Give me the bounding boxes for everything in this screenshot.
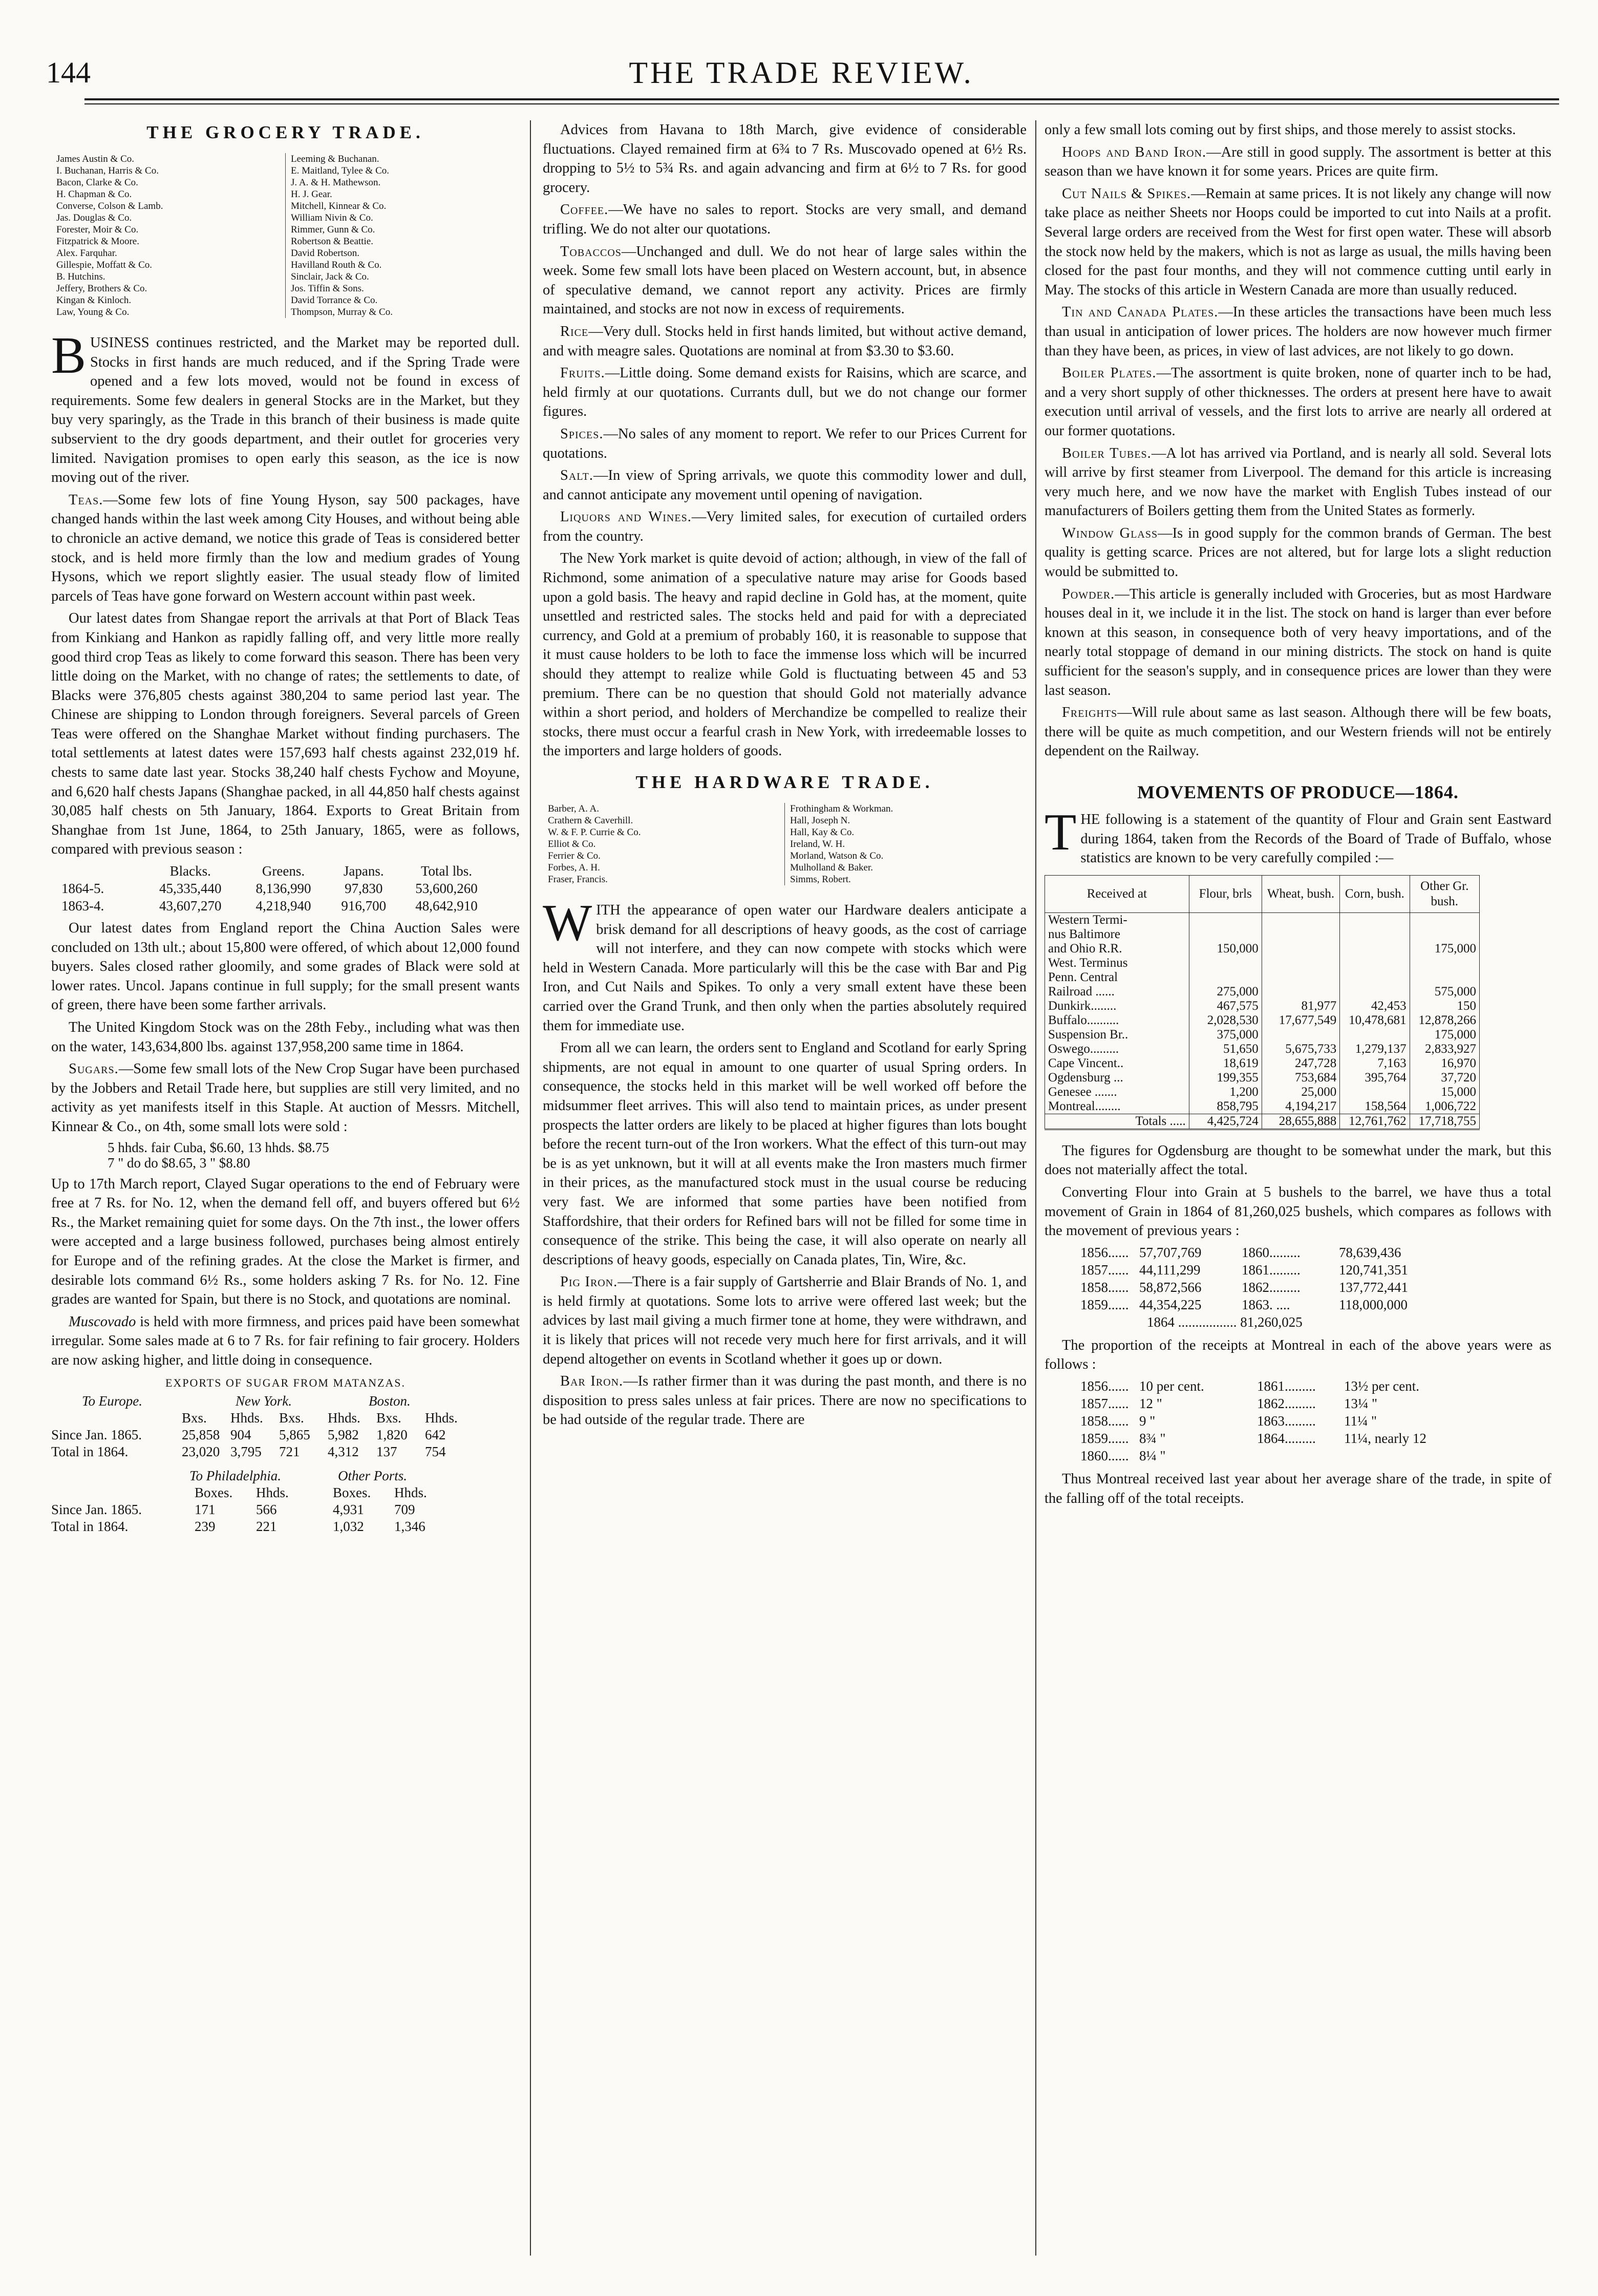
tobaccos-paragraph: Tobaccos—Unchanged and dull. We do not hear of large sales within the week. Some few small lots have been placed on Western account, but, in absence of speculative demand, we cannot report any activity. Prices are firmly maintained, and stocks are not now in excess of requirements. xyxy=(543,243,1027,317)
shanghae-paragraph: Our latest dates from Shangae report the arrivals at that Port of Black Teas from Kinkiang and Hankon as rapidly falling off, and very little more really good third crop Teas as likely to come forward this season. There has been very little doing on the Market, with no change of rates; the settlements to date, of Blacks were 376,805 chests against 380,204 to same period last year. The Chinese are shipping to London through foreigners. Several parcels of Green Teas were offered on the Shanghae Market without finding purchasers. The total settlements at latest dates were 157,693 half chests against 232,019 hf. chests to same date last year. Stocks 38,240 half chests Fychow and Moyune, and 6,620 half chests Japans (Shanghae packed, in all 44,850 half chests against 30,085 half chests on 5th January, 1864. Exports to Great Britain from Shanghae from 1st June, 1864, to 25th January, 1865, were as follows, compared with previous season : xyxy=(51,610,520,858)
grocery-firms-left xyxy=(51,153,285,318)
firm-name: David Robertson. xyxy=(291,248,360,259)
list-item: 1860...... 8¼ " xyxy=(1080,1448,1166,1463)
firm-name: James Austin & Co. xyxy=(56,154,135,164)
drop-cap: T xyxy=(1045,803,1077,861)
firm-name: Havilland Routh & Co. xyxy=(291,260,382,270)
hardware-trade-heading: THE HARDWARE TRADE. xyxy=(635,772,934,792)
hardware-firms-right xyxy=(784,803,1027,885)
table-row: 1863-4. 43,607,270 4,218,940 916,700 48,642,910 xyxy=(61,898,478,914)
rice-paragraph: Rice—Very dull. Stocks held in first hands limited, but without active demand, and with meagre sales. Quotations are nominal at from $3.30 to $3.60. xyxy=(543,323,1027,359)
firm-name: Ferrier & Co. xyxy=(548,851,601,861)
tea-exports-table xyxy=(61,862,520,915)
firm-name: Forester, Moir & Co. xyxy=(56,224,139,235)
firm-name: Kingan & Kinloch. xyxy=(56,295,132,306)
firm-name: Simms, Robert. xyxy=(790,874,851,885)
hoops-paragraph: Hoops and Band Iron.—Are still in good supply. The assortment is better at this season than we have known it for some years. Prices are quite firm. xyxy=(1045,144,1551,180)
firm-name: Morland, Watson & Co. xyxy=(790,851,884,861)
list-item: 1858...... 58,872,566 1862......... 137,772,441 xyxy=(1080,1279,1408,1295)
conversion-paragraph: Converting Flour into Grain at 5 bushels to the barrel, we have thus a total movement of Grain in 1864 of 81,260,025 bushels, which compares as follows with the movement of previous years : xyxy=(1045,1184,1551,1239)
table-row: Railroad ...... 275,000 575,000 xyxy=(1045,985,1480,999)
tea-table-header: Blacks. Greens. Japans. Total lbs. xyxy=(169,863,473,879)
totals-row: Totals ..... 4,425,724 28,655,888 12,761,762 17,718,755 xyxy=(1045,1114,1480,1129)
firm-name: Fraser, Francis. xyxy=(548,874,608,885)
firm-name: H. J. Gear. xyxy=(291,189,332,200)
sugar-exports-table-1: To Europe. New York. Boston. Bxs. Hhds. Bxs. Hhds. Bxs. Hhds. Since Jan. 1865. 25,858 904 5,865 5,982 1,820 642 Total in 1864. 23,020 3,795 721 4,312 137 754 xyxy=(51,1393,520,1460)
column-2 xyxy=(543,120,1027,1433)
montreal-proportion-list xyxy=(1080,1377,1551,1464)
list-item: 1856...... 57,707,769 1860......... 78,639,436 xyxy=(1080,1244,1401,1260)
page-title: THE TRADE REVIEW. xyxy=(629,56,974,90)
firm-name: Sinclair, Jack & Co. xyxy=(291,271,369,282)
cut-nails-paragraph: Cut Nails & Spikes.—Remain at same prices. It is not likely any change will now take place as neither Sheets nor Hoops could be imported to cut into Nails at a profit. Several large orders are received from the West for first open water. These will absorb the stock now held by the makers, which is not as large as usual, the mills having been closed for the past four months, and they will not commence cutting until early in May. The stocks of this article in Western Canada are more than usually reduced. xyxy=(1045,185,1551,298)
header-rule-thin xyxy=(84,103,1559,104)
table-row: Montreal........ 858,795 4,194,217 158,564 1,006,722 xyxy=(1045,1099,1480,1114)
montreal-summary-paragraph: Thus Montreal received last year about her average share of the trade, in spite of the falling off of the total receipts. xyxy=(1045,1471,1551,1506)
table-row: Suspension Br.. 375,000 175,000 xyxy=(1045,1028,1480,1042)
firm-name: H. Chapman & Co. xyxy=(56,189,132,200)
firm-name: Leeming & Buchanan. xyxy=(291,154,379,164)
table-row: Penn. Central xyxy=(1045,970,1480,985)
firm-name: J. A. & H. Mathewson. xyxy=(291,177,381,188)
ogdensburg-paragraph: The figures for Ogdensburg are thought to be somewhat under the mark, but this does not materially affect the total. xyxy=(1045,1142,1551,1178)
firm-name: W. & F. P. Currie & Co. xyxy=(548,827,641,838)
page-number: 144 xyxy=(46,56,91,89)
produce-movements-table xyxy=(1045,875,1480,1130)
list-item: 5 hhds. fair Cuba, $6.60, 13 hhds. $8.75 xyxy=(108,1139,329,1155)
firm-name: I. Buchanan, Harris & Co. xyxy=(56,165,159,176)
firm-name: Forbes, A. H. xyxy=(548,862,600,873)
firm-name: Jos. Tiffin & Sons. xyxy=(291,283,364,294)
list-item: 1859...... 8¾ " 1864......... 11¼, nearly 12 xyxy=(1080,1430,1426,1446)
list-item: 1857...... 44,111,299 1861......... 120,741,351 xyxy=(1080,1262,1408,1278)
liquors-paragraph: Liquors and Wines.—Very limited sales, for execution of curtailed orders from the country. xyxy=(543,509,1027,544)
list-item: 1858...... 9 " 1863......... 11¼ " xyxy=(1080,1413,1377,1429)
table-row: Dunkirk........ 467,575 81,977 42,453 150 xyxy=(1045,999,1480,1013)
table-row: Total in 1864. 23,020 3,795 721 4,312 137 754 xyxy=(51,1443,446,1459)
drop-cap: W xyxy=(543,894,592,952)
sugar-exports-heading: EXPORTS OF SUGAR FROM MATANZAS. xyxy=(165,1376,406,1389)
firm-name: Mulholland & Baker. xyxy=(790,862,873,873)
window-glass-paragraph: Window Glass—Is in good supply for the common brands of German. The best quality is getting scarce. Prices are not altered, but for large lots a slight reduction would be submitted to. xyxy=(1045,525,1551,580)
tin-plates-paragraph: Tin and Canada Plates.—In these articles the transactions have been much less than usual in anticipation of lower prices. The holders are now however much firmer than they have been, as prices, in view of last advices, are not likely to go down. xyxy=(1045,304,1551,359)
firm-name: William Nivin & Co. xyxy=(291,212,373,223)
table-row: Oswego......... 51,650 5,675,733 1,279,137 2,833,927 xyxy=(1045,1042,1480,1056)
drop-cap: B xyxy=(51,327,87,385)
firm-name: Fitzpatrick & Moore. xyxy=(56,236,139,247)
boiler-tubes-paragraph: Boiler Tubes.—A lot has arrived via Portland, and is nearly all sold. Several lots will arrive by first steamer from Liverpool. The demand for this article is increasing very much here, and we now have the market with English Tubes instead of our manufacturers of Boilers getting them from the United States as formerly. xyxy=(1045,445,1552,519)
march-report-paragraph: Up to 17th March report, Clayed Sugar operations to the end of February were free at 7 Rs. for No. 12, when the demand fell off, and buyers offered but 6½ Rs., the Market remaining quiet for some days. On the 7th inst., the lower offers were accepted and a large business followed, purchases being almost entirely for Europe and of the refining grades. At the close the Market is firmer, and desirable lots command 6½ Rs., some holders asking 7 Rs. for No. 12. Fine grades are wanted for Spain, but there is no Stock, and quotations are nominal. xyxy=(51,1176,520,1308)
hardware-firms-list xyxy=(543,803,1027,885)
list-item: 1856...... 10 per cent. 1861......... 13½ per cent. xyxy=(1080,1378,1419,1394)
teas-paragraph: Teas.—Some few lots of fine Young Hyson, say 500 packages, have changed hands within the last week among City Houses, and without being able to chronicle an active demand, we notice this grade of Teas is considered better stock, and is held more firmly than the low and medium grades of Young Hysons, which we report slightly easier. The usual steady flow of limited parcels of Teas have gone forward on Western account within past week. xyxy=(51,492,520,604)
hardware-intro-paragraph: WITH the appearance of open water our Hardware dealers anticipate a brisk demand for all descriptions of heavy goods, as the cost of carriage will not interfere, and they can now compete with stocks which were held in Western Canada. More particularly will this be the case with Bar and Pig Iron, and Cut Nails and Spikes. To only a very small extent have these been carried over the Grand Trunk, and then only when the parties absolutely required them for immediate use. xyxy=(543,894,1027,1034)
column-3 xyxy=(1045,120,1551,1511)
firm-name: Converse, Colson & Lamb. xyxy=(56,201,163,211)
sugar-sales-list xyxy=(108,1140,520,1171)
column-divider-2 xyxy=(1035,120,1036,2256)
page-header xyxy=(46,55,1557,91)
grain-by-year-list xyxy=(1080,1244,1551,1331)
muscovado-paragraph: Muscovado is held with more firmness, and prices paid have been somewhat irregular. Some sales made at 6 to 7 Rs. for fair refining to fair grocery. Holders are now asking higher, and little doing in consequence. xyxy=(51,1313,520,1368)
firm-name: Alex. Farquhar. xyxy=(56,248,117,259)
table-row: Since Jan. 1865. 25,858 904 5,865 5,982 1,820 642 xyxy=(51,1427,446,1442)
hardware-orders-paragraph: From all we can learn, the orders sent to England and Scotland for early Spring shipments, are not equal in amount to one quarter of usual Spring orders. In consequence, the stocks held in this market will be well worked off before the midsummer fleet arrives. This will also tend to maintain prices, as under present prospects the latter orders are likely to be placed at higher figures than lots bought before the recent turn-out of the Iron workers. What the effect of this turn-out may be is as yet unknown, but it will at all events make the Iron masters much firmer in their prices, as the manufactured stock must in the usual course be reducing very fast. We are informed that some parties have been notified from Staffordshire, that their orders for Refined bars will not be filled for some time in consequence of the strike. This being the case, it will also operate on nearly all descriptions of heavy goods, especially on Canada plates, Tin, Wire, &c. xyxy=(543,1040,1027,1268)
firm-name: Law, Young & Co. xyxy=(56,307,130,317)
spices-paragraph: Spices.—No sales of any moment to report. We refer to our Prices Current for quotations. xyxy=(543,426,1027,461)
grocery-trade-heading: THE GROCERY TRADE. xyxy=(146,122,424,142)
firm-name: Barber, A. A. xyxy=(548,803,600,814)
hardware-firms-left xyxy=(543,803,784,885)
list-item: 7 " do do $8.65, 3 " $8.80 xyxy=(108,1155,250,1171)
bar-iron-paragraph: Bar Iron.—Is rather firmer than it was during the past month, and there is no disposition to press sales unless at fair prices. There are now no specifications to be had outside of the regular trade. There are xyxy=(543,1373,1027,1428)
list-item: 1857...... 12 " 1862......... 13¼ " xyxy=(1080,1395,1378,1411)
montreal-proportion-paragraph: The proportion of the receipts at Montreal in each of the above years were as follows : xyxy=(1045,1337,1551,1373)
fruits-paragraph: Fruits.—Little doing. Some demand exists for Raisins, which are scarce, and held firmly at our quotations. Currants dull, but we do not change our former figures. xyxy=(543,365,1027,420)
table-row: nus Baltimore xyxy=(1045,927,1480,942)
auction-paragraph: Our latest dates from England report the China Auction Sales were concluded on 13th ult.; about 15,800 were offered, of which about 12,000 found buyers. Sales closed rather gloomily, and some grades of Black were sold at lower rates. Uncol. Japans continue in full supply; for the small present wants of green, there have been some farther arrivals. xyxy=(51,920,520,1013)
firm-name: Bacon, Clarke & Co. xyxy=(56,177,138,188)
table-header-row: Received at Flour, brls Wheat, bush. Corn, bush. Other Gr. bush. xyxy=(1045,875,1480,912)
firm-name: David Torrance & Co. xyxy=(291,295,378,306)
firm-name: Thompson, Murray & Co. xyxy=(291,307,393,317)
sugar-exports-table-2: To Philadelphia. Other Ports. Boxes. Hhds. Boxes. Hhds. Since Jan. 1865. 171 566 4,931 709 Total in 1864. 239 221 1,032 1,346 xyxy=(51,1468,520,1535)
list-item: 1859...... 44,354,225 1863. .... 118,000,000 xyxy=(1080,1296,1408,1312)
firm-name: E. Maitland, Tylee & Co. xyxy=(291,165,389,176)
movements-intro-paragraph: THE following is a statement of the quantity of Flour and Grain sent Eastward during 1864, taken from the Records of the Board of Trade of Buffalo, whose statistics are known to be very carefully compiled :— xyxy=(1045,803,1551,866)
grocery-intro-paragraph: BUSINESS continues restricted, and the Market may be reported dull. Stocks in first hands are much reduced, and if the Spring Trade were opened and a few lots moved, would not be found in excess of requirements. Some few dealers in general Stocks are in the Market, but they buy very sparingly, as the Trade in this branch of their business is made quite subservient to the dry goods department, and their outlet for groceries very limited. Navigation promises to open early this season, as the ice is now moving out of the river. xyxy=(51,327,520,486)
bar-iron-continued: only a few small lots coming out by first ships, and those merely to assist stocks. xyxy=(1045,122,1516,138)
table-row: Western Termi- xyxy=(1045,912,1480,927)
firm-name: Robertson & Beattie. xyxy=(291,236,373,247)
table-row: Total in 1864. 239 221 1,032 1,346 xyxy=(51,1518,425,1534)
firm-name: Mitchell, Kinnear & Co. xyxy=(291,201,387,211)
firm-name: Jas. Douglas & Co. xyxy=(56,212,132,223)
firm-name: Rimmer, Gunn & Co. xyxy=(291,224,375,235)
coffee-paragraph: Coffee.—We have no sales to report. Stocks are very small, and demand trifling. We do not alter our quotations. xyxy=(543,202,1027,237)
table-row: Ogdensburg ... 199,355 753,684 395,764 37,720 xyxy=(1045,1071,1480,1085)
firm-name: Ireland, W. H. xyxy=(790,839,845,849)
sugars-paragraph: Sugars.—Some few small lots of the New Crop Sugar have been purchased by the Jobbers and Retail Trade here, but supplies are still very limited, and no activity as yet manifests itself in this Staple. At auction of Messrs. Mitchell, Kinnear & Co., on 4th, some small lots were sold : xyxy=(51,1061,520,1135)
table-row: and Ohio R.R. 150,000 175,000 xyxy=(1045,942,1480,956)
table-row: West. Terminus xyxy=(1045,956,1480,970)
firm-name: B. Hutchins. xyxy=(56,271,105,282)
header-rule-thick xyxy=(84,98,1559,100)
column-1 xyxy=(51,120,520,1535)
boiler-plates-paragraph: Boiler Plates.—The assortment is quite broken, none of quarter inch to be had, and a very short supply of other thicknesses. The orders at present here have to await execution until arrival of vessels, and the first lots to arrive are nearly all ordered at our former quotations. xyxy=(1045,365,1551,439)
column-divider-1 xyxy=(530,120,531,2256)
list-item: 1864 ................. 81,260,025 xyxy=(1147,1314,1303,1330)
powder-paragraph: Powder.—This article is generally included with Groceries, but as most Hardware houses deal in it, we include it in the list. The stock on hand is larger than ever before known at this season, in consequence both of very heavy importations, and of the nearly total stoppage of demand in our mining districts. The stock on hand is quite sufficient for the season's supply, and in consequence prices are lower than they were last season. xyxy=(1045,586,1551,698)
grocery-firms-list xyxy=(51,153,520,318)
firm-name: Crathern & Caverhill. xyxy=(548,815,633,826)
movements-heading: MOVEMENTS OF PRODUCE—1864. xyxy=(1137,782,1459,802)
table-row: 1864-5. 45,335,440 8,136,990 97,830 53,600,260 xyxy=(61,881,478,897)
firm-name: Frothingham & Workman. xyxy=(790,803,893,814)
grocery-firms-right xyxy=(285,153,520,318)
firm-name: Hall, Kay & Co. xyxy=(790,827,855,838)
pig-iron-paragraph: Pig Iron.—There is a fair supply of Gartsherrie and Blair Brands of No. 1, and is held firmly at quotations. Some lots to arrive were offered last week; but the advices by last mail giving a much firmer tone at home, they were withdrawn, and it is likely that prices will not recede very much here for first arrivals, and it will depend altogether on events in Scotland whether it goes up or down. xyxy=(543,1274,1027,1367)
freights-paragraph: Freights—Will rule about same as last season. Although there will be few boats, there will be quite as much competition, and our Western friends will not be entirely dependent on the Railway. xyxy=(1045,705,1551,759)
havana-paragraph: Advices from Havana to 18th March, give evidence of considerable fluctuations. Clayed remained firm at 6¾ to 7 Rs. Muscovado opened at 6½ Rs. dropping to 5½ to 5¾ Rs. and again advancing and firm at 6½ to 7 Rs. for good grocery. xyxy=(543,122,1027,196)
table-row: Genesee ....... 1,200 25,000 15,000 xyxy=(1045,1085,1480,1099)
table-row: Since Jan. 1865. 171 566 4,931 709 xyxy=(51,1501,415,1517)
salt-paragraph: Salt.—In view of Spring arrivals, we quote this commodity lower and dull, and cannot anticipate any movement until opening of navigation. xyxy=(543,467,1027,503)
new-york-paragraph: The New York market is quite devoid of action; although, in view of the fall of Richmond, some animation of a speculative nature may arise for Goods based upon a gold basis. The heavy and rapid decline in Gold has, at the moment, quite unsettled and restricted sales. The stocks held and paid for with a depreciated currency, and Gold at a premium of probably 160, it is reasonable to suppose that it must cause holders to be loth to face the immense loss which will be incurred should they attempt to realize while Gold is fluctuating between 45 and 53 premium. There can be no question that should Gold not materially advance within a short period, and holders of Merchandize be compelled to realize their stocks, there must occur a fearful crash in New York, with irredeemable losses to the importers and large holders of goods. xyxy=(543,550,1027,759)
firm-name: Elliot & Co. xyxy=(548,839,596,849)
firm-name: Jeffery, Brothers & Co. xyxy=(56,283,147,294)
table-row: Buffalo.......... 2,028,530 17,677,549 10,478,681 12,878,266 xyxy=(1045,1013,1480,1028)
firm-name: Gillespie, Moffatt & Co. xyxy=(56,260,152,270)
table-row: Cape Vincent.. 18,619 247,728 7,163 16,970 xyxy=(1045,1056,1480,1071)
uk-stock-paragraph: The United Kingdom Stock was on the 28th Feby., including what was then on the water, 143,634,800 lbs. against 137,958,200 same time in 1864. xyxy=(51,1019,520,1055)
firm-name: Hall, Joseph N. xyxy=(790,815,850,826)
